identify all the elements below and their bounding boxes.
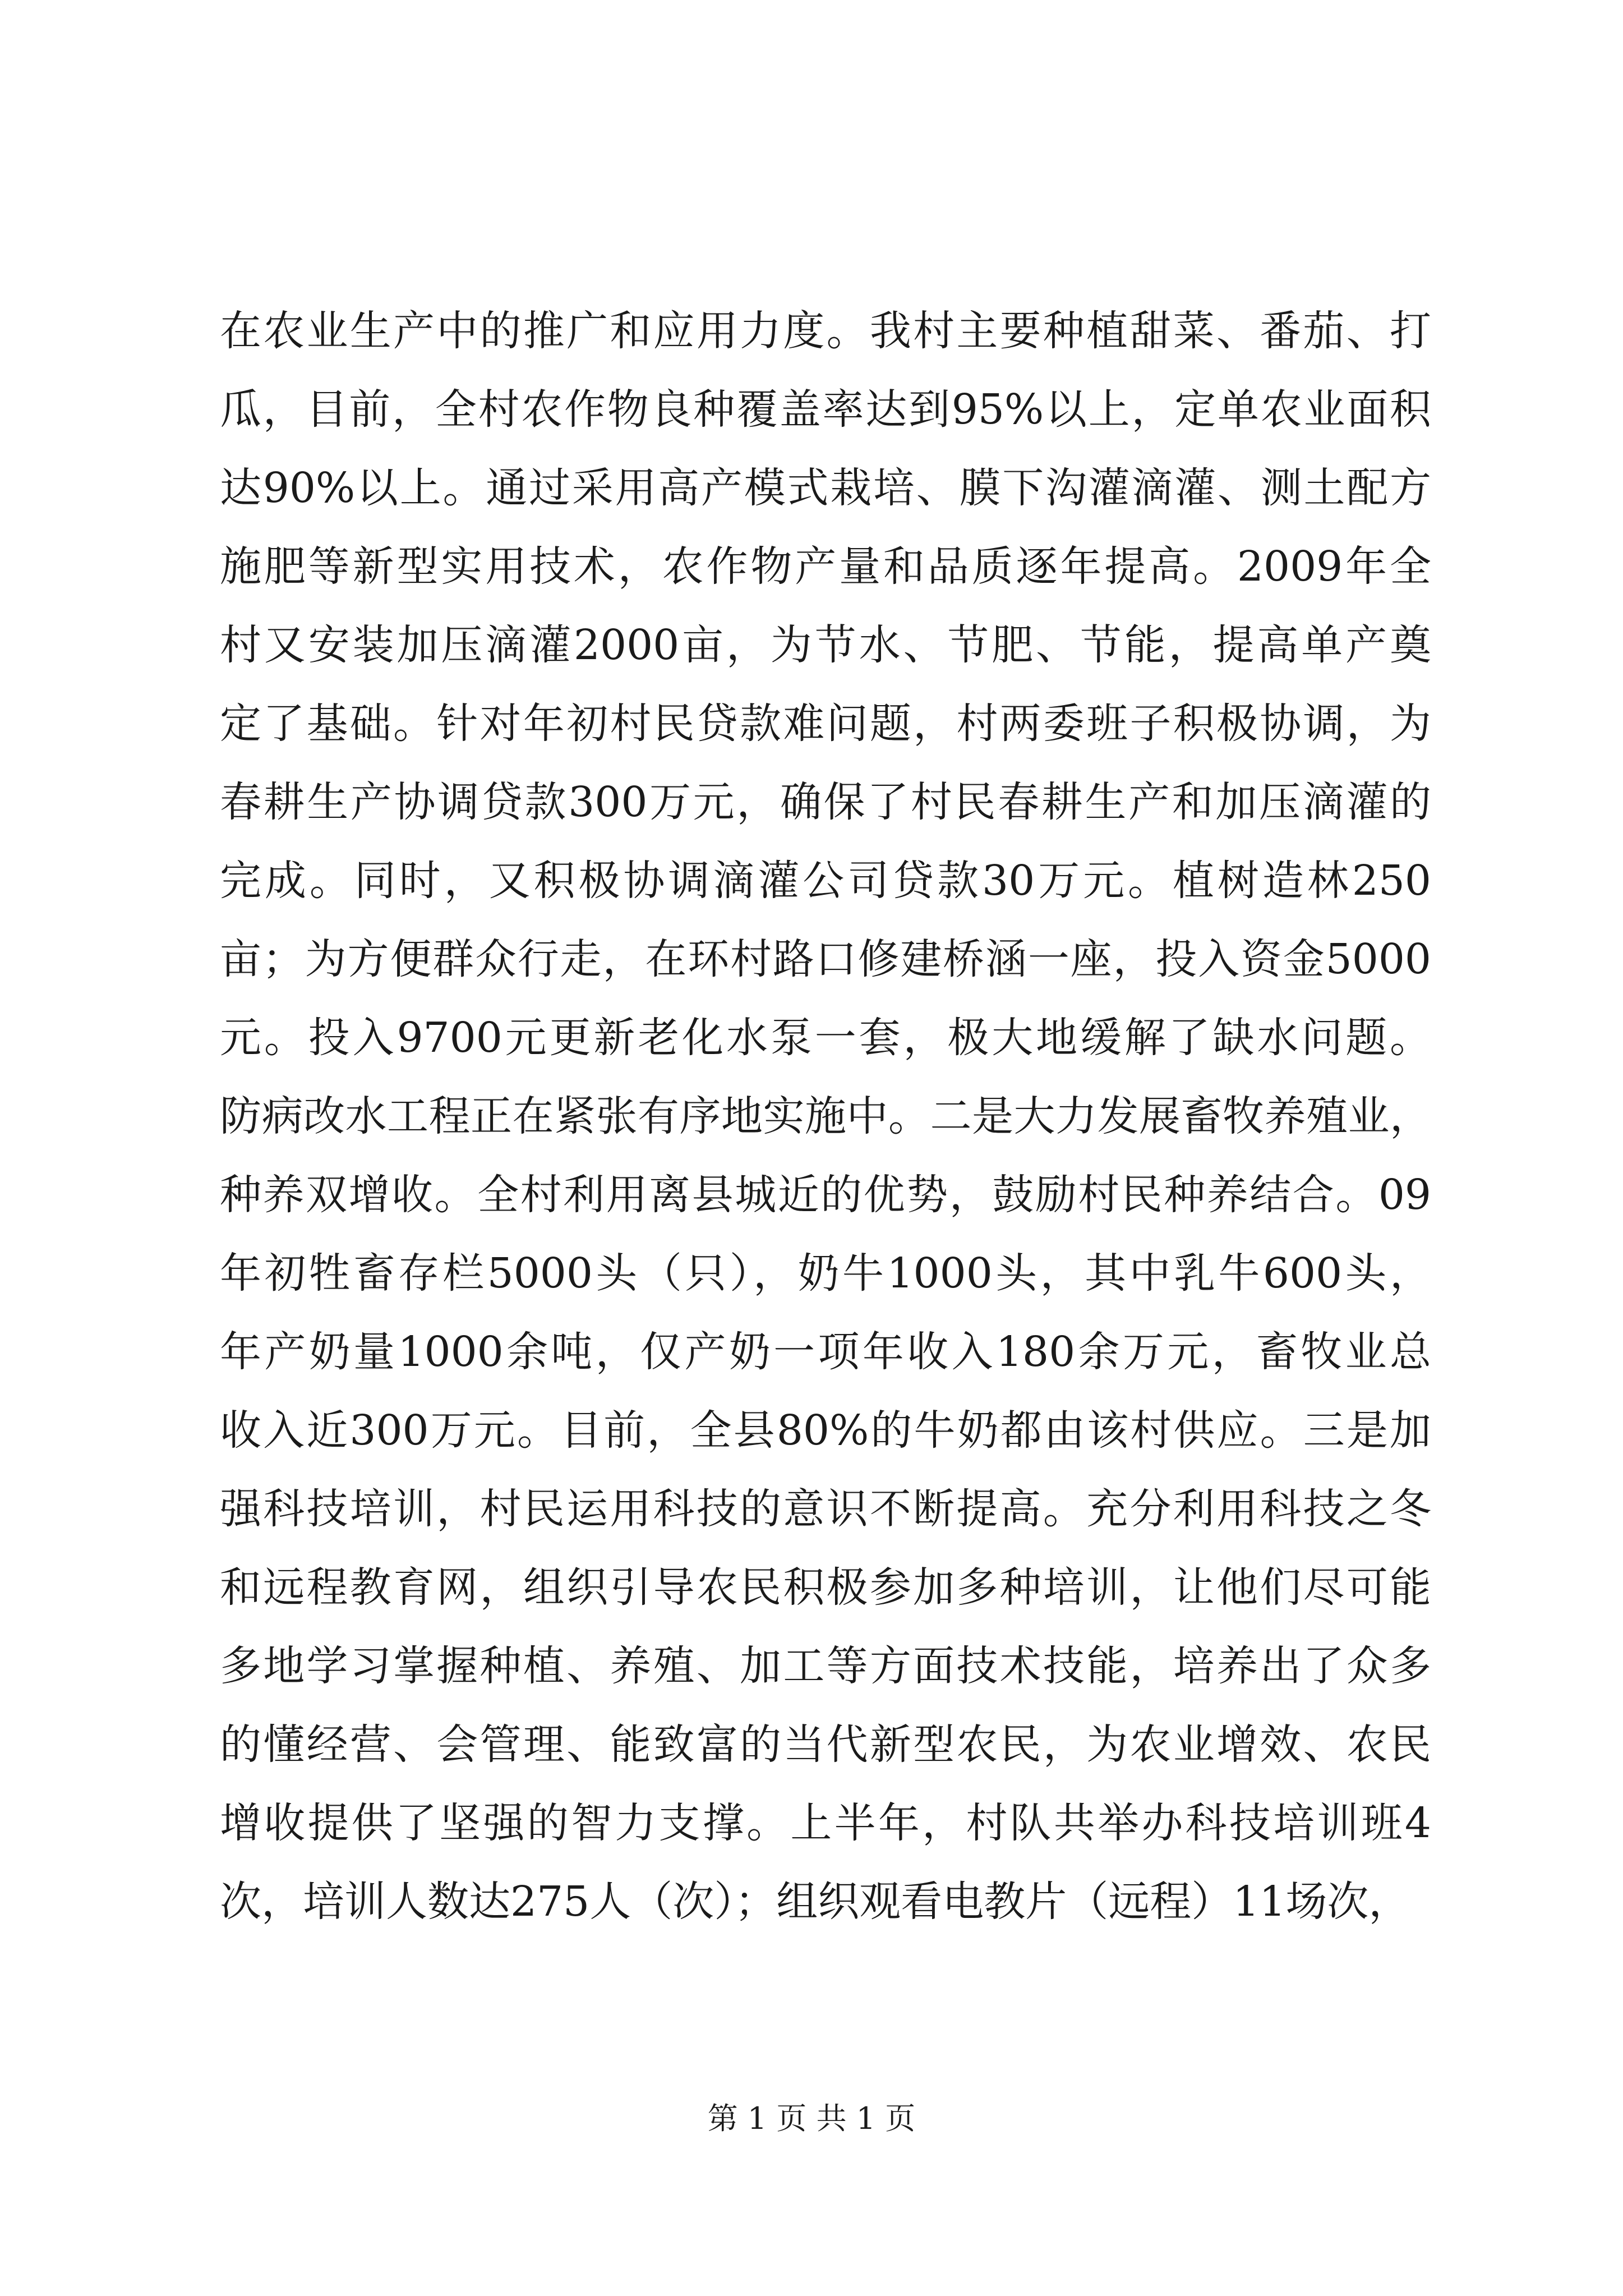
- text-line: 多地学习掌握种植、养殖、加工等方面技术技能，培养出了众多: [220, 1642, 1431, 1690]
- text-line: 次，培训人数达275人（次）；组织观看电教片（远程）11场次，: [220, 1878, 1410, 1926]
- text-line: 在农业生产中的推广和应用力度。我村主要种植甜菜、番茄、打: [220, 307, 1431, 355]
- text-line: 春耕生产协调贷款300万元，确保了村民春耕生产和加压滴灌的: [220, 778, 1431, 826]
- text-line: 增收提供了坚强的智力支撑。上半年，村队共举办科技培训班4: [220, 1799, 1431, 1847]
- text-line: 元。投入9700元更新老化水泵一套，极大地缓解了缺水问题。: [220, 1014, 1431, 1062]
- body-text: [220, 292, 1431, 1941]
- text-line: 年初牲畜存栏5000头（只），奶牛1000头，其中乳牛600头，: [220, 1249, 1431, 1297]
- text-line: 防病改水工程正在紧张有序地实施中。二是大力发展畜牧养殖业，: [220, 1092, 1431, 1140]
- text-line: 完成。同时，又积极协调滴灌公司贷款30万元。植树造林250: [220, 857, 1431, 905]
- text-line: 定了基础。针对年初村民贷款难问题，村两委班子积极协调，为: [220, 700, 1431, 748]
- text-line: 亩；为方便群众行走，在环村路口修建桥涵一座，投入资金5000: [220, 935, 1431, 983]
- page-footer: [0, 2099, 1623, 2138]
- text-line: 达90%以上。通过采用高产模式栽培、膜下沟灌滴灌、测土配方: [220, 464, 1431, 512]
- text-line: 施肥等新型实用技术，农作物产量和品质逐年提高。2009年全: [220, 542, 1431, 591]
- text-line: 的懂经营、会管理、能致富的当代新型农民，为农业增效、农民: [220, 1720, 1431, 1769]
- text-line: 强科技培训，村民运用科技的意识不断提高。充分利用科技之冬: [220, 1485, 1431, 1533]
- text-line: 和远程教育网，组织引导农民积极参加多种培训，让他们尽可能: [220, 1563, 1431, 1612]
- text-line: 村又安装加压滴灌2000亩，为节水、节肥、节能，提高单产奠: [220, 621, 1431, 669]
- text-line: 年产奶量1000余吨，仅产奶一项年收入180余万元，畜牧业总: [220, 1328, 1431, 1376]
- text-line: 瓜，目前，全村农作物良种覆盖率达到95%以上，定单农业面积: [220, 385, 1431, 434]
- text-line: 收入近300万元。目前，全县80%的牛奶都由该村供应。三是加: [220, 1406, 1431, 1455]
- text-line: 种养双增收。全村利用离县城近的优势，鼓励村民种养结合。09: [220, 1171, 1431, 1219]
- page-number-label: 第 1 页 共 1 页: [707, 2101, 916, 2136]
